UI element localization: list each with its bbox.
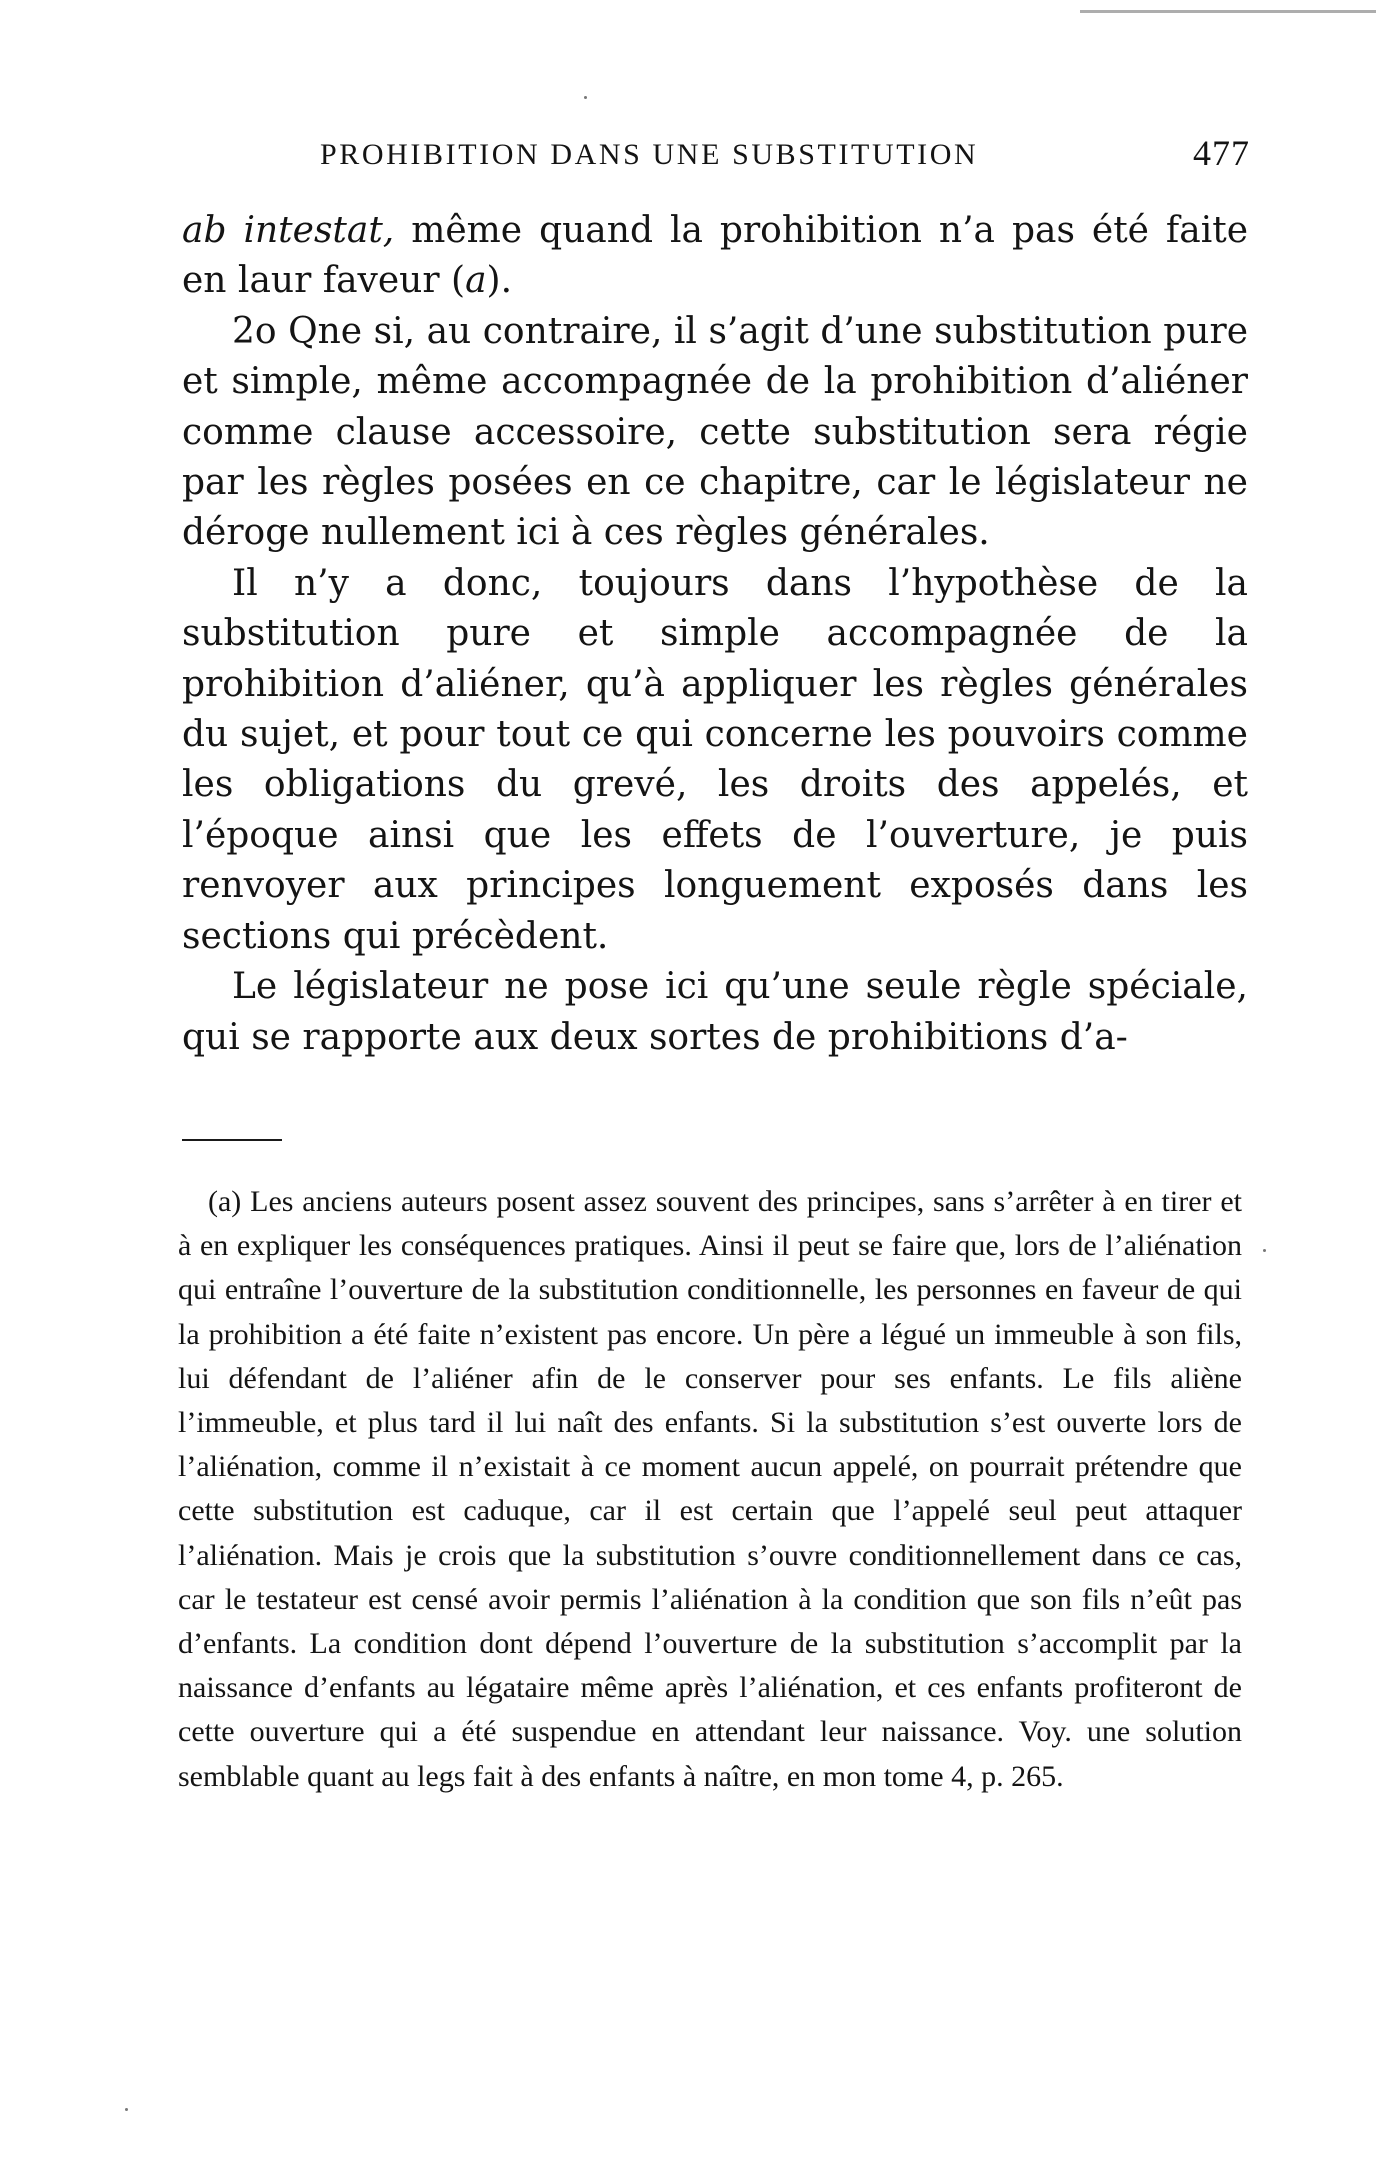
paragraph-1-end: ). bbox=[486, 260, 513, 302]
paragraph-1-text: même quand la prohibition n’a pas été faite en laur faveur ( bbox=[182, 210, 1248, 302]
page-header bbox=[320, 132, 1250, 180]
page-number: 477 bbox=[1193, 133, 1250, 173]
paragraph-1-italic-phrase: ab intestat, bbox=[182, 210, 395, 251]
footnote-a bbox=[178, 1180, 1242, 1799]
footnote-text: Les anciens auteurs posent assez souvent des principes, sans s’arrêter à en tirer et à en expliquer les conséquences pratiques. Ainsi il peut se faire que, lors de l’aliénation qui entraîne l’ouverture de la substitution conditionnelle, les personnes en faveur de qui la prohibition a été faite n’existent pas encore. Un père a légué un immeuble à son fils, lui défendant de l’aliéner afin de le conserver pour ses enfants. Le fils aliène l’immeuble, et plus tard il lui naît des enfants. Si la substitution s’est ouverte lors de l’aliénation, comme il n’existait à ce moment aucun appelé, on pourrait prétendre que cette substitution est caduque, car il est certain que l’appelé seul peut attaquer l’aliénation. Mais je crois que la substitution s’ouvre conditionnellement dans ce cas, car le testateur est censé avoir permis l’aliénation à la condition que son fils n’eût pas d’enfants. La condition dont dépend l’ouverture de la substitution s’accomplit par la naissance d’enfants au légataire même après l’aliénation, et ces enfants profiteront de cette ouverture qui a été suspendue en attendant leur naissance. Voy. une solution semblable quant au legs fait à des enfants à naître, en mon tome 4, p. 265. bbox=[178, 1185, 1242, 1793]
main-text bbox=[182, 206, 1248, 1063]
footnotes bbox=[178, 1180, 1242, 1799]
paragraph-1 bbox=[182, 206, 1248, 307]
paragraph-2: 2o Qne si, au contraire, il s’agit d’une substitution pure et simple, même accompagnée de la prohibition d’aliéner comme clause accessoire, cette substitution sera régie par les règles posées en ce chapitre, car le législateur ne déroge nullement ici à ces règles générales. bbox=[182, 310, 1248, 554]
scan-speck bbox=[584, 96, 587, 99]
footnote-marker: (a) bbox=[208, 1185, 242, 1218]
scan-speck bbox=[125, 2108, 128, 2111]
paragraph-4: Le législateur ne pose ici qu’une seule règle spéciale, qui se rapporte aux deux sortes de prohibitions d’a- bbox=[182, 966, 1248, 1058]
footnote-reference: a bbox=[465, 260, 487, 302]
footnote-separator bbox=[182, 1139, 282, 1141]
scan-speck bbox=[1263, 1249, 1266, 1252]
running-title: PROHIBITION DANS UNE SUBSTITUTION bbox=[320, 138, 979, 171]
paragraph-3: Il n’y a donc, toujours dans l’hypothèse de la substitution pure et simple accompagnée de la prohibition d’aliéner, qu’à appliquer les règles générales du sujet, et pour tout ce qui concerne les pouvoirs comme les obligations du grevé, les droits des appelés, et l’époque ainsi que les effets de l’ouverture, je puis renvoyer aux principes longuement exposés dans les sections qui précèdent. bbox=[182, 562, 1248, 957]
scan-edge-rule bbox=[1080, 0, 1376, 13]
